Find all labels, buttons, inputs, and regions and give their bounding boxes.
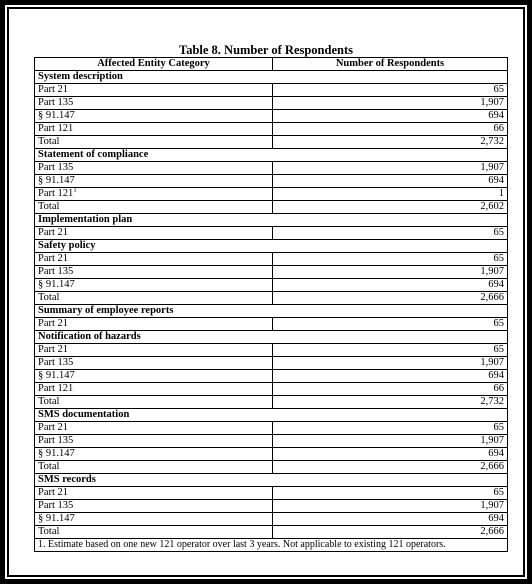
- row-category-label: Part 21: [38, 344, 69, 355]
- table-row: [35, 344, 508, 357]
- row-category: [35, 370, 273, 383]
- row-value: 2,732: [273, 136, 508, 149]
- table-row: [35, 84, 508, 97]
- row-category-label: Total: [38, 292, 60, 303]
- table-row: [35, 227, 508, 240]
- row-category: [35, 266, 273, 279]
- section-heading-value: [273, 149, 508, 162]
- row-value: 694: [273, 110, 508, 123]
- section-heading: SMS records: [35, 474, 273, 487]
- row-value: 2,666: [273, 292, 508, 305]
- section-heading: Statement of compliance: [35, 149, 273, 162]
- table-row: [35, 266, 508, 279]
- header-row: [35, 58, 508, 71]
- table-row: [35, 279, 508, 292]
- row-category-label: Part 21: [38, 487, 69, 498]
- section-row: [35, 305, 508, 318]
- table-row: [35, 461, 508, 474]
- row-category: [35, 188, 273, 201]
- row-category-label: Part 21: [38, 422, 69, 433]
- table-row: [35, 162, 508, 175]
- section-heading: Summary of employee reports: [35, 305, 273, 318]
- section-row: [35, 214, 508, 227]
- row-value: 65: [273, 253, 508, 266]
- row-category: [35, 487, 273, 500]
- table-row: [35, 318, 508, 331]
- row-value: 66: [273, 123, 508, 136]
- row-category-label: § 91.147: [38, 279, 75, 290]
- footnote: 1. Estimate based on one new 121 operator over last 3 years. Not applicable to existing 121 operators.: [35, 539, 508, 552]
- row-category-label: Part 121: [38, 188, 74, 199]
- row-category-label: Part 21: [38, 253, 69, 264]
- table-row: [35, 526, 508, 539]
- row-category-label: § 91.147: [38, 513, 75, 524]
- row-category-label: Part 121: [38, 123, 74, 134]
- row-category: [35, 292, 273, 305]
- section-heading: SMS documentation: [35, 409, 273, 422]
- table-row: [35, 422, 508, 435]
- row-category: [35, 422, 273, 435]
- table-row: [35, 292, 508, 305]
- row-value: 65: [273, 227, 508, 240]
- section-heading-value: [273, 71, 508, 84]
- row-value: 65: [273, 318, 508, 331]
- row-category: [35, 435, 273, 448]
- section-row: [35, 474, 508, 487]
- section-row: [35, 409, 508, 422]
- row-category: [35, 97, 273, 110]
- document-page: [21, 21, 511, 563]
- row-category-label: Part 135: [38, 97, 74, 108]
- table-row: [35, 253, 508, 266]
- row-category: [35, 175, 273, 188]
- row-value: 1,907: [273, 435, 508, 448]
- footnote-row: [35, 539, 508, 552]
- section-heading-value: [273, 331, 508, 344]
- row-value: 2,602: [273, 201, 508, 214]
- row-category: [35, 136, 273, 149]
- respondents-table: [34, 57, 508, 552]
- table-row: [35, 123, 508, 136]
- row-category: [35, 344, 273, 357]
- row-category-label: Part 21: [38, 84, 69, 95]
- row-category-label: Part 135: [38, 266, 74, 277]
- section-heading: Implementation plan: [35, 214, 273, 227]
- document-frame: [9, 9, 523, 575]
- row-category-label: Part 21: [38, 227, 69, 238]
- section-heading-value: [273, 240, 508, 253]
- section-heading-value: [273, 305, 508, 318]
- row-category: [35, 162, 273, 175]
- row-value: 65: [273, 487, 508, 500]
- row-value: 66: [273, 383, 508, 396]
- row-category: [35, 526, 273, 539]
- row-value: 694: [273, 513, 508, 526]
- table-row: [35, 396, 508, 409]
- row-category-label: Part 135: [38, 162, 74, 173]
- header-respondents: Number of Respondents: [273, 58, 508, 71]
- footnote-marker: 1: [73, 187, 77, 194]
- table-row: [35, 487, 508, 500]
- row-category: [35, 513, 273, 526]
- row-value: 1,907: [273, 500, 508, 513]
- row-category-label: Total: [38, 461, 60, 472]
- section-heading: Safety policy: [35, 240, 273, 253]
- row-category: [35, 448, 273, 461]
- row-value: 1,907: [273, 266, 508, 279]
- section-heading-value: [273, 409, 508, 422]
- table-title: Table 8. Number of Respondents: [179, 43, 353, 57]
- table-row: [35, 175, 508, 188]
- row-category: [35, 227, 273, 240]
- section-row: [35, 149, 508, 162]
- row-category-label: Part 21: [38, 318, 69, 329]
- section-row: [35, 331, 508, 344]
- table-row: [35, 357, 508, 370]
- row-category-label: Total: [38, 526, 60, 537]
- section-row: [35, 240, 508, 253]
- row-value: 694: [273, 175, 508, 188]
- section-heading: System description: [35, 71, 273, 84]
- row-category: [35, 201, 273, 214]
- row-category-label: Part 135: [38, 357, 74, 368]
- row-category: [35, 110, 273, 123]
- table-row: [35, 370, 508, 383]
- row-value: 694: [273, 370, 508, 383]
- row-category: [35, 461, 273, 474]
- header-category: Affected Entity Category: [35, 58, 273, 71]
- row-category-label: Part 121: [38, 383, 74, 394]
- row-category-label: Total: [38, 201, 60, 212]
- row-value: 1,907: [273, 357, 508, 370]
- section-heading: Notification of hazards: [35, 331, 273, 344]
- row-category: [35, 253, 273, 266]
- row-value: 1: [273, 188, 508, 201]
- table-row: [35, 136, 508, 149]
- table-row: [35, 435, 508, 448]
- row-value: 65: [273, 422, 508, 435]
- table-row: [35, 188, 508, 201]
- row-value: 1,907: [273, 97, 508, 110]
- row-category-label: § 91.147: [38, 175, 75, 186]
- table-row: [35, 110, 508, 123]
- table-row: [35, 383, 508, 396]
- row-category-label: § 91.147: [38, 370, 75, 381]
- row-value: 1,907: [273, 162, 508, 175]
- row-category: [35, 279, 273, 292]
- table-row: [35, 97, 508, 110]
- row-category-label: Part 135: [38, 435, 74, 446]
- row-category: [35, 500, 273, 513]
- section-row: [35, 71, 508, 84]
- row-category-label: Total: [38, 396, 60, 407]
- row-value: 2,732: [273, 396, 508, 409]
- row-value: 65: [273, 344, 508, 357]
- table-row: [35, 201, 508, 214]
- row-category: [35, 396, 273, 409]
- row-category: [35, 123, 273, 136]
- table-body: [35, 71, 508, 552]
- row-category-label: § 91.147: [38, 448, 75, 459]
- row-value: 2,666: [273, 461, 508, 474]
- row-value: 65: [273, 84, 508, 97]
- row-category-label: § 91.147: [38, 110, 75, 121]
- table-row: [35, 513, 508, 526]
- row-category: [35, 357, 273, 370]
- row-value: 694: [273, 448, 508, 461]
- table-row: [35, 448, 508, 461]
- row-value: 2,666: [273, 526, 508, 539]
- row-category: [35, 318, 273, 331]
- row-category: [35, 84, 273, 97]
- section-heading-value: [273, 474, 508, 487]
- row-category: [35, 383, 273, 396]
- table-row: [35, 500, 508, 513]
- row-value: 694: [273, 279, 508, 292]
- row-category-label: Part 135: [38, 500, 74, 511]
- row-category-label: Total: [38, 136, 60, 147]
- section-heading-value: [273, 214, 508, 227]
